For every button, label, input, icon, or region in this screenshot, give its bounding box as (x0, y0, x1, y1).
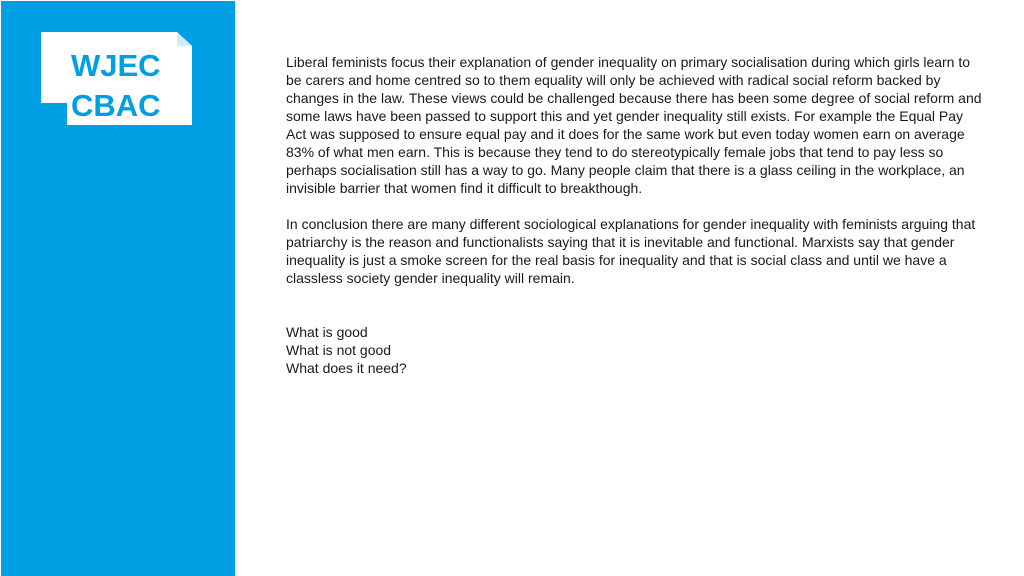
logo-line-2: CBAC (71, 88, 161, 123)
question-list (286, 323, 986, 377)
body-text (286, 53, 986, 377)
wjec-cbac-logo (41, 32, 192, 125)
question-not-good: What is not good (286, 342, 392, 358)
question-needs: What does it need? (286, 360, 407, 376)
logo-line-1: WJEC (71, 48, 161, 83)
paragraph-1: Liberal feminists focus their explanation of gender inequality on primary socialisation during which girls learn to be carers and home centred so to them equality will only be achieved with radical social reform backed by changes in the law. These views could be challenged because there has been some degree of social reform and some laws have been passed to support this and yet gender inequality still exists. For example the Equal Pay Act was supposed to ensure equal pay and it does for the same work but even today women earn on average 83% of what men earn. This is because they tend to do stereotypically female jobs that tend to pay less so perhaps socialisation still has a way to go. Many people claim that there is a glass ceiling in the workplace, an invisible barrier that women find it difficult to breakthough. (286, 54, 982, 196)
sidebar-panel (1, 1, 235, 576)
question-good: What is good (286, 324, 368, 340)
paragraph-2: In conclusion there are many different sociological explanations for gender inequality with feminists arguing that patriarchy is the reason and functionalists saying that it is inevitable and functional. Marxists say that gender inequality is just a smoke screen for the real basis for inequality and that is social class and until we have a classless society gender inequality will remain. (286, 216, 976, 286)
